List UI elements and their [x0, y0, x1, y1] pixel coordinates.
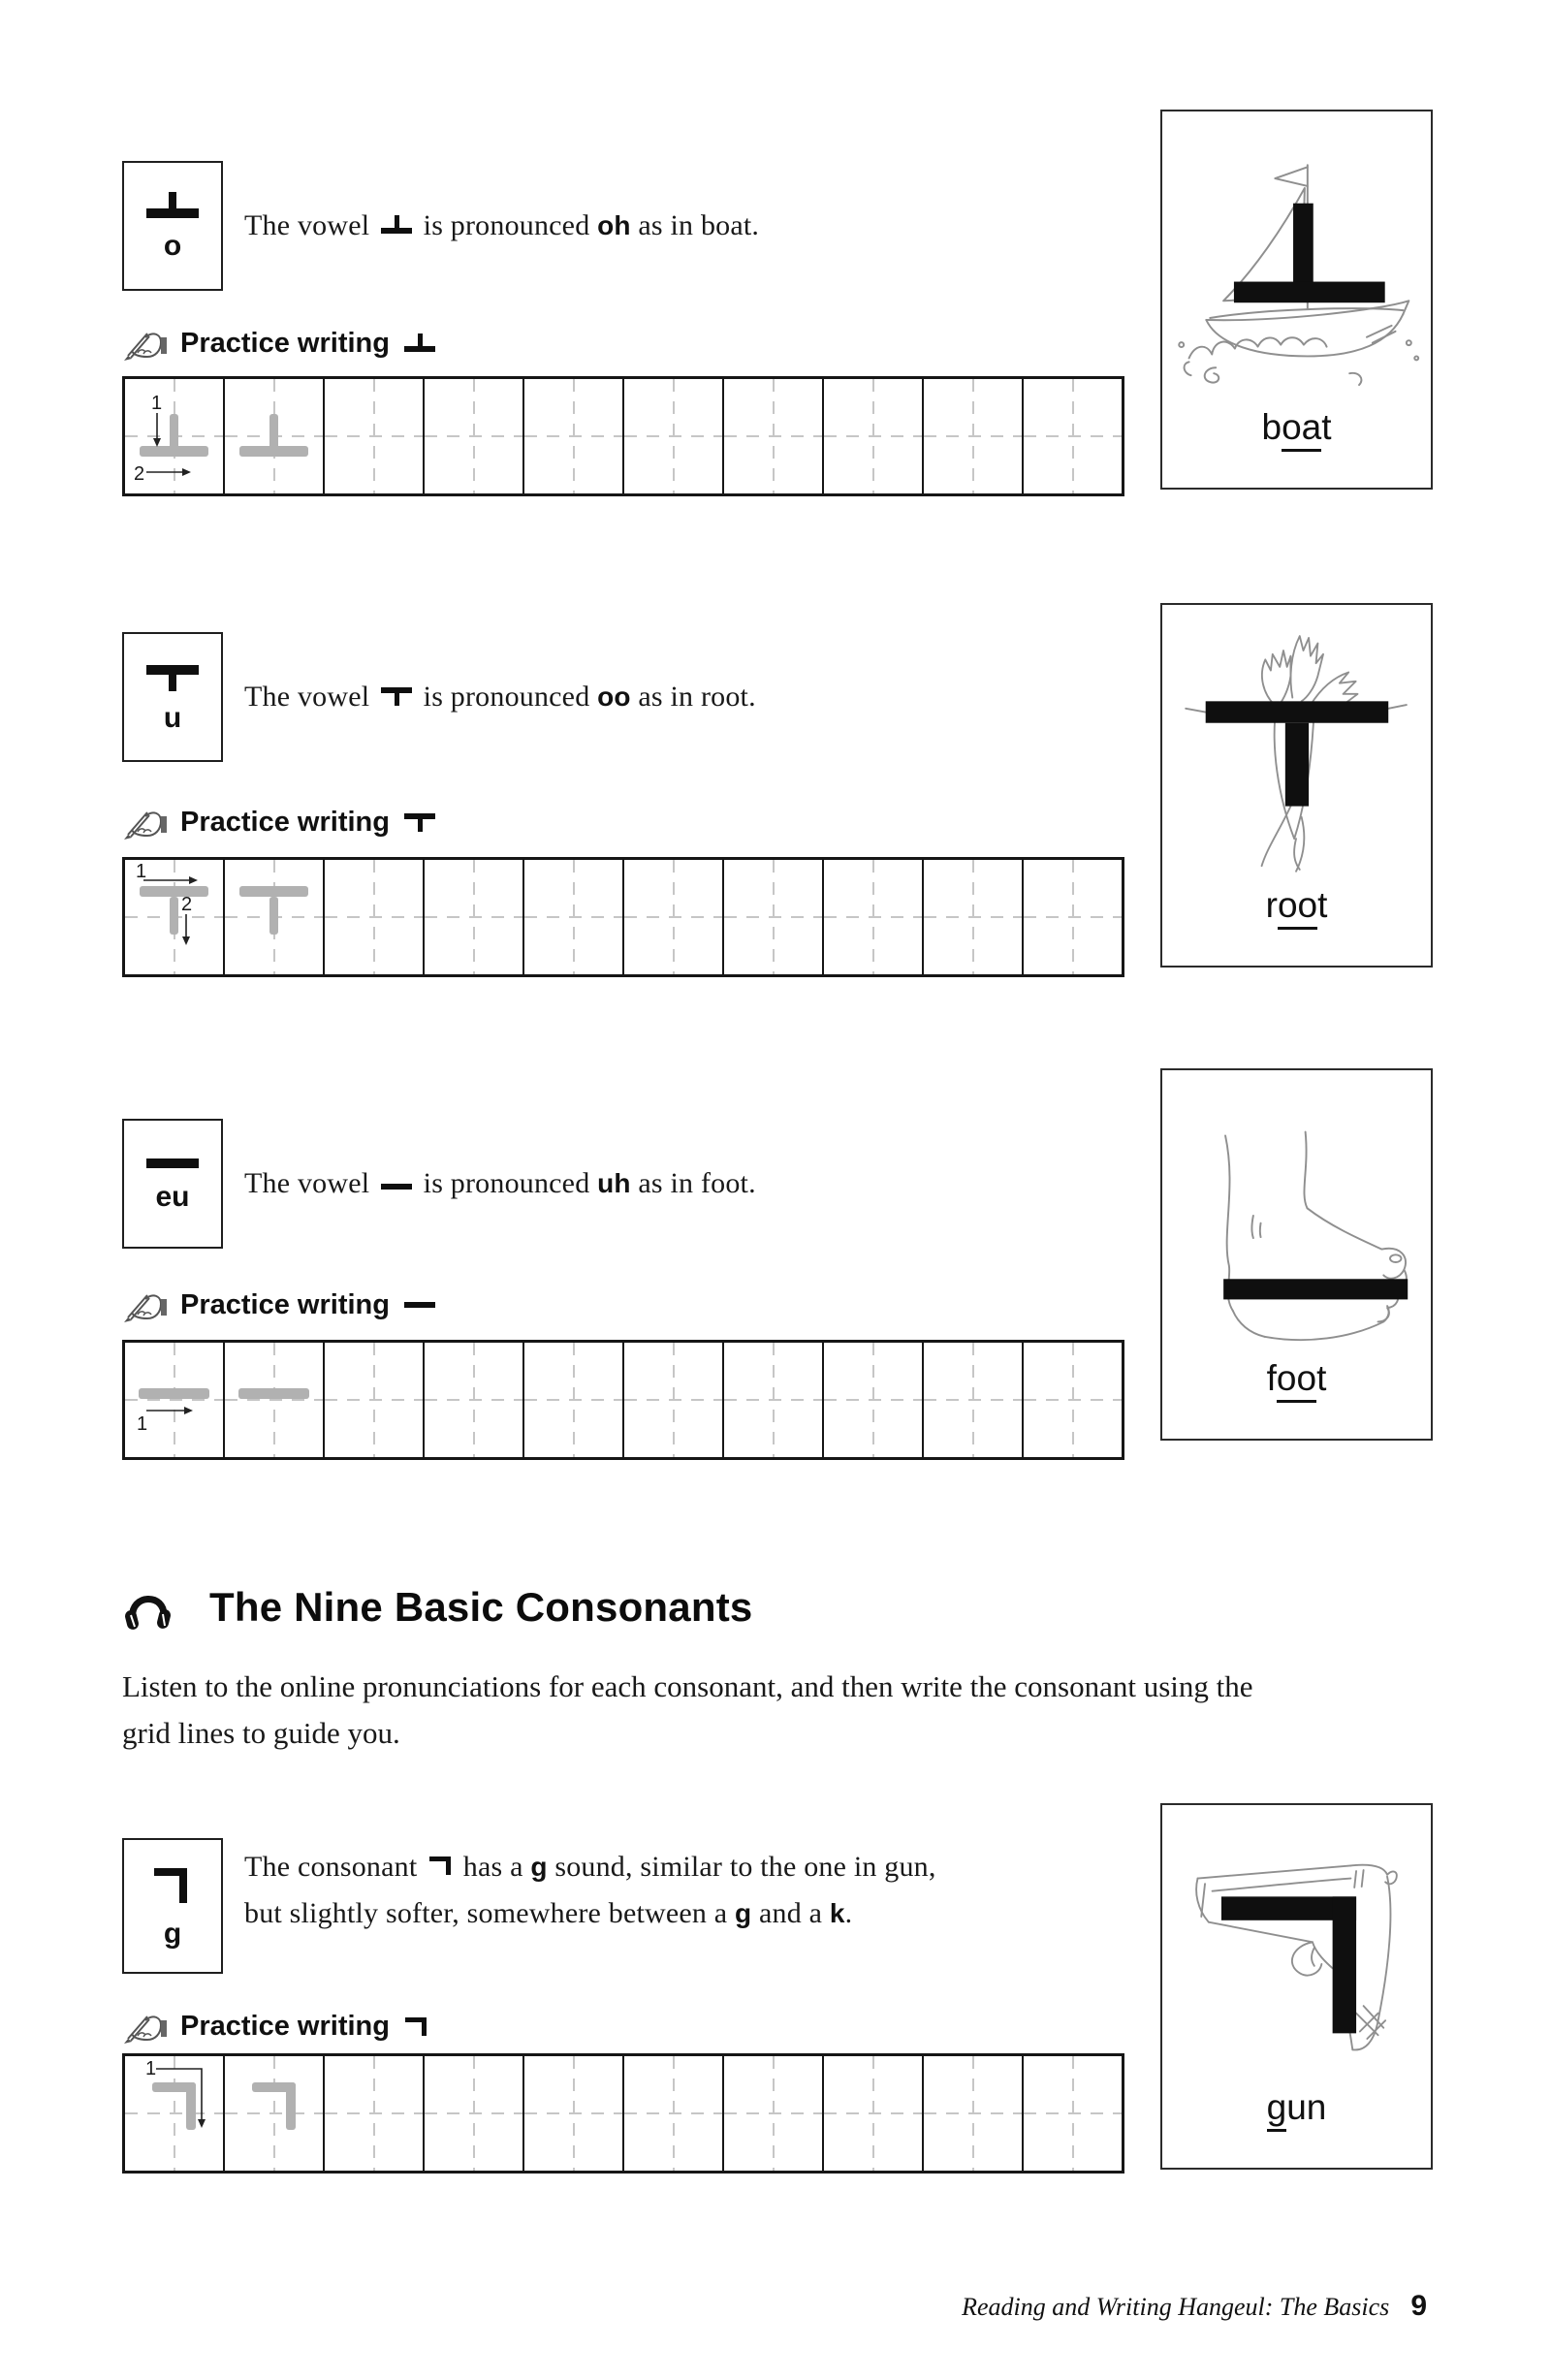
practice-cell-trace	[225, 860, 325, 974]
headphones-icon	[122, 1580, 174, 1634]
practice-cell-stroke-guide	[125, 379, 225, 493]
jamo-o-inline-icon	[403, 333, 436, 353]
practice-cell	[524, 2056, 624, 2171]
practice-cell	[325, 860, 425, 974]
jamo-g-stroke-guide-icon	[125, 2056, 223, 2171]
pronunciation-highlight: oo	[597, 682, 631, 712]
jamo-eu-overlay	[1223, 1279, 1408, 1299]
image-caption-boat	[1162, 409, 1431, 445]
practice-grid-u	[122, 857, 1124, 977]
jamo-g-glyph-icon	[150, 1864, 195, 1907]
jamo-o-overlay	[1293, 204, 1314, 288]
intro-line: grid lines to guide you.	[122, 1716, 400, 1750]
sentence-text: The consonant	[244, 1851, 418, 1883]
practice-writing-label	[122, 1284, 436, 1326]
practice-cell	[824, 860, 924, 974]
practice-cell	[724, 1343, 824, 1457]
gun-sketch	[1162, 1811, 1431, 2084]
footer-page-number: 9	[1410, 2290, 1427, 2322]
practice-writing-text: Practice writing	[180, 327, 390, 359]
practice-cell	[524, 379, 624, 493]
practice-writing-label	[122, 801, 436, 843]
practice-writing-text: Practice writing	[180, 806, 390, 838]
practice-cell	[1024, 860, 1122, 974]
practice-cell	[425, 860, 524, 974]
vowel-card-u	[122, 632, 223, 762]
practice-cell	[325, 1343, 425, 1457]
sentence-text: as in root.	[638, 681, 756, 713]
practice-writing-text: Practice writing	[180, 1288, 390, 1320]
image-caption-root	[1162, 887, 1431, 923]
caption-text: b	[1261, 407, 1282, 447]
pronunciation-highlight: g	[530, 1852, 548, 1882]
stroke-number: 1	[137, 1413, 148, 1435]
practice-cell	[524, 1343, 624, 1457]
practice-cell	[1024, 1343, 1122, 1457]
jamo-o-glyph-icon	[143, 192, 202, 219]
practice-cell	[1024, 379, 1122, 493]
practice-cell	[824, 379, 924, 493]
practice-writing-label	[122, 322, 436, 365]
section-heading	[122, 1580, 752, 1634]
pronunciation-highlight: oh	[597, 210, 631, 240]
practice-cell	[1024, 2056, 1122, 2171]
jamo-g-inline-icon	[427, 1856, 453, 1876]
practice-cell	[425, 379, 524, 493]
practice-cell	[724, 860, 824, 974]
page-footer	[122, 2290, 1427, 2323]
caption-underlined: oo	[1278, 885, 1317, 930]
sentence-text: is pronounced	[423, 209, 590, 241]
writing-hand-icon	[122, 2009, 167, 2044]
practice-cell	[624, 860, 724, 974]
practice-cell	[924, 1343, 1024, 1457]
example-image-root	[1160, 603, 1433, 968]
image-caption-gun	[1162, 2089, 1431, 2125]
practice-grid-g	[122, 2053, 1124, 2174]
practice-cell	[724, 379, 824, 493]
sentence-text: The vowel	[244, 1167, 370, 1199]
jamo-u-inline-icon	[380, 686, 413, 706]
practice-cell	[425, 1343, 524, 1457]
jamo-u-stroke-guide-icon	[125, 860, 223, 974]
practice-cell	[924, 379, 1024, 493]
writing-hand-icon	[122, 326, 167, 361]
practice-cell	[624, 1343, 724, 1457]
caption-text: t	[1321, 407, 1332, 447]
example-image-gun	[1160, 1803, 1433, 2170]
footer-book-title: Reading and Writing Hangeul: The Basics	[962, 2293, 1390, 2321]
practice-cell	[824, 1343, 924, 1457]
stroke-number: 2	[181, 894, 193, 915]
root-sketch	[1162, 611, 1431, 882]
pronunciation-highlight: k	[829, 1898, 845, 1928]
foot-sketch	[1162, 1076, 1431, 1355]
example-image-foot	[1160, 1068, 1433, 1441]
sentence-text: sound, similar to the one in gun,	[554, 1851, 936, 1883]
practice-cell-trace	[225, 2056, 325, 2171]
jamo-o-trace-icon	[225, 379, 323, 493]
vowel-eu-sentence	[244, 1167, 756, 1200]
practice-writing-text: Practice writing	[180, 2010, 390, 2042]
jamo-o-inline-icon	[380, 215, 413, 235]
stroke-number: 1	[145, 2058, 157, 2079]
jamo-eu-glyph-icon	[143, 1157, 202, 1170]
sentence-text: The vowel	[244, 209, 370, 241]
vowel-card-eu	[122, 1119, 223, 1249]
jamo-g-trace-icon	[225, 2056, 323, 2171]
caption-text: t	[1316, 1358, 1327, 1398]
practice-cell	[624, 2056, 724, 2171]
practice-grid-eu	[122, 1340, 1124, 1460]
heading-title: The Nine Basic Consonants	[209, 1584, 753, 1630]
jamo-eu-trace-icon	[225, 1343, 323, 1457]
practice-cell-stroke-guide	[125, 2056, 225, 2171]
practice-cell	[824, 2056, 924, 2171]
vowel-card-o	[122, 161, 223, 291]
caption-underlined: oo	[1277, 1358, 1316, 1403]
practice-cell-stroke-guide	[125, 860, 225, 974]
intro-line: Listen to the online pronunciations for each consonant, and then write the consonant using the	[122, 1669, 1253, 1703]
caption-underlined: g	[1267, 2087, 1287, 2132]
practice-cell	[724, 2056, 824, 2171]
practice-cell-trace	[225, 379, 325, 493]
sentence-text: The vowel	[244, 681, 370, 713]
sentence-text: is pronounced	[423, 1167, 590, 1199]
writing-hand-icon	[122, 1287, 167, 1322]
practice-cell	[924, 860, 1024, 974]
jamo-o-stroke-guide-icon	[125, 379, 223, 493]
intro-paragraph	[122, 1664, 1479, 1757]
pronunciation-highlight: uh	[597, 1168, 631, 1198]
practice-cell	[524, 860, 624, 974]
practice-cell	[425, 2056, 524, 2171]
stroke-number: 1	[151, 393, 163, 414]
example-image-boat	[1160, 110, 1433, 490]
vowel-o-sentence	[244, 209, 759, 242]
pronunciation-highlight: g	[735, 1898, 752, 1928]
sentence-text: .	[844, 1897, 853, 1929]
consonant-card-g	[122, 1838, 223, 1974]
caption-text: r	[1265, 885, 1278, 925]
jamo-u-trace-icon	[225, 860, 323, 974]
jamo-u-overlay	[1206, 701, 1389, 722]
caption-underlined: oa	[1282, 407, 1321, 452]
jamo-eu-inline-icon	[403, 1299, 436, 1311]
practice-cell	[325, 379, 425, 493]
stroke-number: 1	[136, 861, 147, 882]
image-caption-foot	[1162, 1360, 1431, 1396]
jamo-eu-inline-icon	[380, 1181, 413, 1192]
caption-text: t	[1317, 885, 1328, 925]
sentence-text: as in foot.	[638, 1167, 756, 1199]
jamo-g-inline-icon	[403, 2016, 428, 2037]
vowel-u-sentence	[244, 681, 756, 714]
boat-sketch	[1162, 117, 1431, 404]
sentence-text: as in boat.	[638, 209, 760, 241]
jamo-eu-stroke-guide-icon	[125, 1343, 223, 1457]
romanization-label: o	[163, 229, 182, 262]
stroke-number: 2	[134, 463, 145, 485]
practice-writing-label	[122, 2005, 428, 2047]
writing-hand-icon	[122, 805, 167, 840]
practice-cell-trace	[225, 1343, 325, 1457]
sentence-text: is pronounced	[423, 681, 590, 713]
romanization-label: eu	[155, 1180, 190, 1213]
sentence-text: has a	[462, 1851, 523, 1883]
caption-text: un	[1286, 2087, 1327, 2127]
practice-cell	[325, 2056, 425, 2171]
practice-cell	[624, 379, 724, 493]
sentence-text: and a	[759, 1897, 823, 1929]
romanization-label: g	[163, 1917, 182, 1950]
sentence-text: but slightly softer, somewhere between a	[244, 1897, 728, 1929]
consonant-g-sentence	[244, 1844, 1175, 1937]
jamo-u-inline-icon	[403, 812, 436, 832]
romanization-label: u	[163, 701, 182, 734]
jamo-u-glyph-icon	[143, 662, 202, 691]
caption-text: f	[1266, 1358, 1277, 1398]
practice-grid-o	[122, 376, 1124, 496]
practice-cell	[924, 2056, 1024, 2171]
practice-cell-stroke-guide	[125, 1343, 225, 1457]
